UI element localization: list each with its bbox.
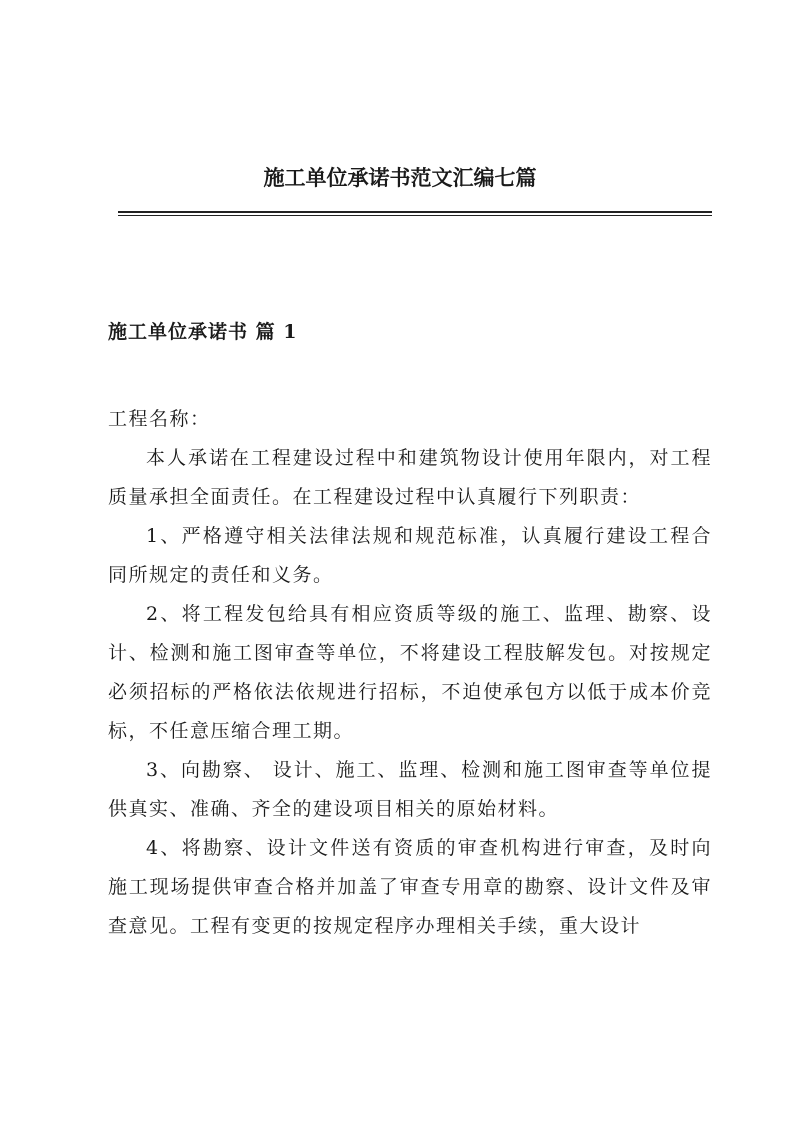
section-heading: 施工单位承诺书 篇 1 <box>108 321 298 343</box>
document-title: 施工单位承诺书范文汇编七篇 <box>263 165 537 190</box>
paragraph-intro: 本人承诺在工程建设过程中和建筑物设计使用年限内，对工程质量承担全面责任。在工程建设过程中认真履行下列职责： <box>108 447 712 508</box>
paragraph-item-1: 1、严格遵守相关法律法规和规范标准，认真履行建设工程合同所规定的责任和义务。 <box>108 525 712 586</box>
paragraph-item-4: 4、将勘察、设计文件送有资质的审查机构进行审查，及时向施工现场提供审查合格并加盖了审查专用章的勘察、设计文件及审查意见。工程有变更的按规定程序办理相关手续，重大设计 <box>108 837 712 937</box>
project-name-label: 工程名称： <box>108 408 211 430</box>
document-body <box>108 400 712 946</box>
title-divider <box>118 211 712 216</box>
paragraph-item-3: 3、向勘察、 设计、施工、监理、检测和施工图审查等单位提供真实、准确、齐全的建设项目相关的原始材料。 <box>108 759 712 820</box>
paragraph-item-2: 2、将工程发包给具有相应资质等级的施工、监理、勘察、设计、检测和施工图审查等单位，不将建设工程肢解发包。对按规定必须招标的严格依法依规进行招标，不迫使承包方以低于成本价竞标，不任意压缩合理工期。 <box>108 603 712 742</box>
